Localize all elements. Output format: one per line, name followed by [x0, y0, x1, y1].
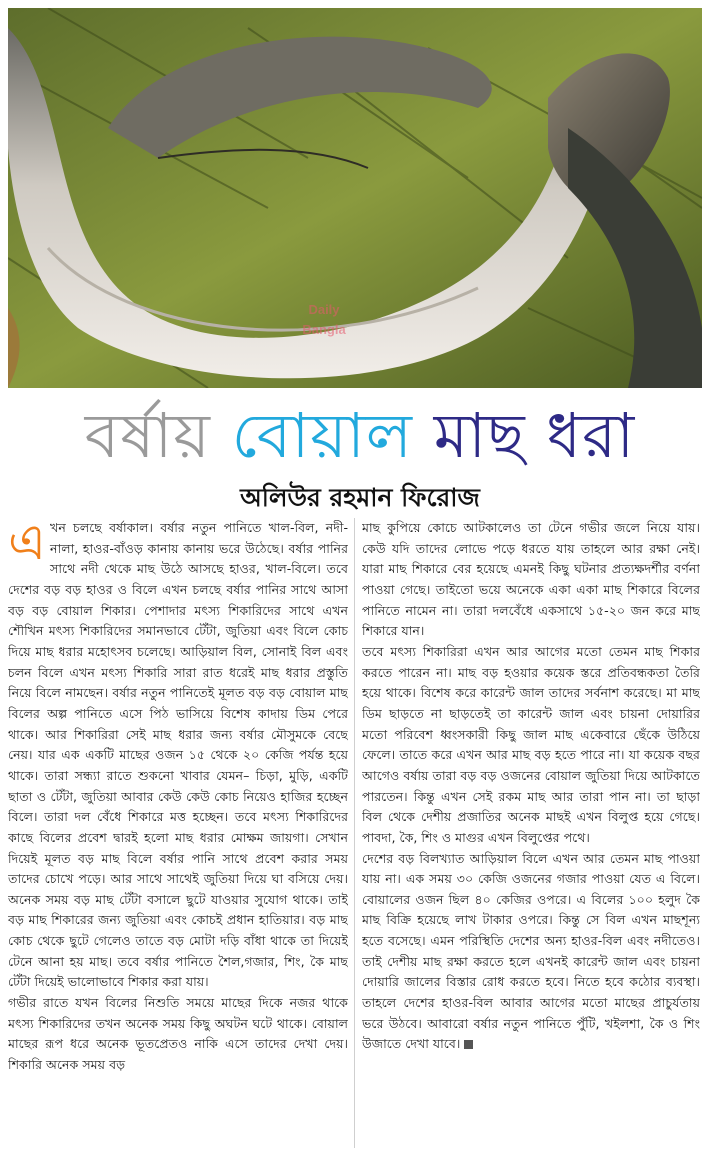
article-column-right: [362, 518, 700, 1150]
article-paragraph: মাছ কুপিয়ে কোচে আটকালেও তা টেনে গভীর জলে নিয়ে যায়। কেউ যদি তাদের লোভে পড়ে ধরতে যায় তাহলে আর রক্ষা নেই। যারা মাছ শিকারে বের হয়েছে এমনই কিছু ঘটনার প্রত্যক্ষদর্শীর বর্ণনা পাওয়া গেছে। তাইতো ভয়ে অনেকে একা একা মাছ শিকারে বিলের পানিতে নামেন না। তারা দলবেঁধে একসাথে ১৫-২০ জন করে মাছ শিকারে যান।: [362, 520, 700, 639]
article-paragraph: গভীর রাতে যখন বিলের নিশুতি সময়ে মাছের দিকে নজর থাকে মৎস্য শিকারিদের তখন অনেক সময় কিছু অঘটন ঘটে থাকে। বোয়াল মাছের রূপ ধরে অনেক ভূতপ্রেতও নাকি এসে তাদের দেখা দেয়। শিকারি অনেক সময় বড়: [8, 995, 348, 1073]
end-mark: [464, 1040, 473, 1049]
hero-photo-boal-fish: [8, 8, 702, 388]
article-column-left: [8, 518, 348, 1150]
lead-text: খন চলছে বর্ষাকাল। বর্ষার নতুন পানিতে খাল-বিল, নদী-নালা, হাওর-বাঁওড় কানায় কানায় ভরে উঠেছে। বর্ষার পানির সাথে নদী থেকে মাছ উঠে আসছে হাওর, খাল-বিলে। তবে দেশের বড় বড় হাওর ও বিলে এখন চলছে বর্ষার পানির সাথে আসা বড় বড় বোয়াল শিকার। পেশাদার মৎস্য শিকারিদের সাথে এখন শৌখিন মৎস্য শিকারিদের সমানভাবে টেঁটা, জুতিয়া এবং বিলে কোচ দিয়ে মাছ ধরার মহোৎসব চলেছে। আড়িয়াল বিল, সোনাই বিল এবং চলন বিলে এখন মৎস্য শিকারি সারা রাত ধরেই মাছ ধরার প্রস্তুতি নিয়ে বিলে নামছেন। বর্ষার নতুন পানিতেই মূলত বড় বড় বোয়াল মাছ বিলের অল্প পানিতে এসে পিঠ ভাসিয়ে বিশেষ কাদায় ডিম পেরে থাকে। আর শিকারিরা সেই মাছ ধরার জন্য বর্ষার মৌসুমকে বেছে নেয়। যার এক একটি মাছের ওজন ১৫ থেকে ২০ কেজি পর্যন্ত হয়ে থাকে। তারা সন্ধ্যা রাতে শুকনো খাবার যেমন– চিড়া, মুড়ি, একটি ছাতা ও টেঁটা, জুতিয়া আবার কেউ কেউ কোচ নিয়েও হাজির হচ্ছেন বিলে। তারা দল বেঁধে শিকারে মত্ত হচ্ছেন। তবে মৎস্য শিকারিদের কাছে বিলের প্রবেশ দ্বারই হলো মাছ ধরার মোক্ষম জায়গা। সেখান দিয়েই মূলত বড় মাছ বিলে বর্ষার পানি সাথে প্রবেশ করার সময় তাদের চোখে পড়ে। আর সাথে সাথেই জুতিয়া দিয়ে ঘা বসিয়ে দেয়। অনেক সময় বড় মাছ টেঁটা বসালে ছুটে যাওয়ার সুযোগ থাকে। তাই বড় মাছ শিকারের জন্য জুতিয়া এবং কোচই প্রধান হাতিয়ার। বড় মাছ কোচ থেকে ছুটে গেলেও তাতে বড় মোটা দড়ি বাঁধা থাকে তা দিয়েই টেনে আনা হয় মাছ। তবে বর্ষার পানিতে শৈল,গজার, শিং, কৈ মাছ টেঁটা দিয়েই ভালোভাবে শিকার করা যায়।: [8, 520, 348, 990]
closing-text: দেশের বড় বিলখ্যাত আড়িয়াল বিলে এখন আর তেমন মাছ পাওয়া যায় না। এক সময় ৩০ কেজি ওজনের গজার পাওয়া যেত এ বিলে। বোয়ালের ওজন ছিল ৪০ কেজির ওপরে। এ বিলের ১০০ হলুদ কৈ মাছ বিক্রি হয়েছে লাখ টাকার ওপরে। কিন্তু সে বিল এখন মাছশূন্য হতে বসেছে। এমন পরিস্থিতি দেশের অন্য হাওর-বিল এবং নদীতেও। তাই দেশীয় মাছ রক্ষা করতে হলে এখনই কারেন্ট জাল এবং চায়না দোয়ারি জালের বিস্তার রোধ করতে হবে। নিতে হবে কঠোর ব্যবস্থা। তাহলে দেশের হাওর-বিল আবার আগের মতো মাছের প্রাচুর্যতায় ভরে উঠবে। আবারো বর্ষার নতুন পানিতে পুঁটি, খইলশা, কৈ ও শিং উজাতে দেখা যাবে।: [362, 850, 700, 1052]
headline-part-2: বোয়াল: [231, 399, 413, 472]
article-paragraph: তবে মৎস্য শিকারিরা এখন আর আগের মতো তেমন মাছ শিকার করতে পারেন না। মাছ বড় হওয়ার কয়েক স্তরে প্রতিবন্ধকতা তৈরি হয়ে থাকে। বিশেষ করে কারেন্ট জাল তাদের সর্বনাশ করেছে। মা মাছ ডিম ছাড়তে না ছাড়তেই তা কারেন্ট জাল এবং চায়না দোয়ারির মতো পরিবেশ ধ্বংসকারী কিছু জাল মাছ একেবারে ছেঁকে উঠিয়ে ফেলে। তাতে করে এখন আর মাছ বড় হতে পারে না। যা কয়েক বছর আগেও বর্ষায় তারা বড় বড় ওজনের বোয়াল জুতিয়া দিয়ে আটকাতে পারতেন। কিন্তু এখন সেই রকম মাছ আর তারা পান না। তা ছাড়া বিল থেকে দেশীয় প্রজাতির অনেক মাছই এখন বিলুপ্ত হয়ে গেছে। পাবদা, কৈ, শিং ও মাগুর এখন বিলুপ্তের পথে।: [362, 643, 700, 845]
watermark-line1: Daily: [308, 302, 340, 317]
watermark-line2: Bangla: [302, 322, 346, 337]
author-byline: অলিউর রহমান ফিরোজ: [240, 483, 480, 512]
headline-part-1: বর্ষায়: [84, 399, 211, 472]
column-divider: [354, 518, 355, 1148]
article-paragraph: [362, 849, 700, 1056]
article-paragraph: [8, 518, 348, 993]
article-headline: [0, 394, 720, 478]
watermark: [280, 300, 368, 344]
drop-cap: এ: [8, 518, 47, 571]
headline-part-3: মাছ ধরা: [433, 399, 636, 472]
